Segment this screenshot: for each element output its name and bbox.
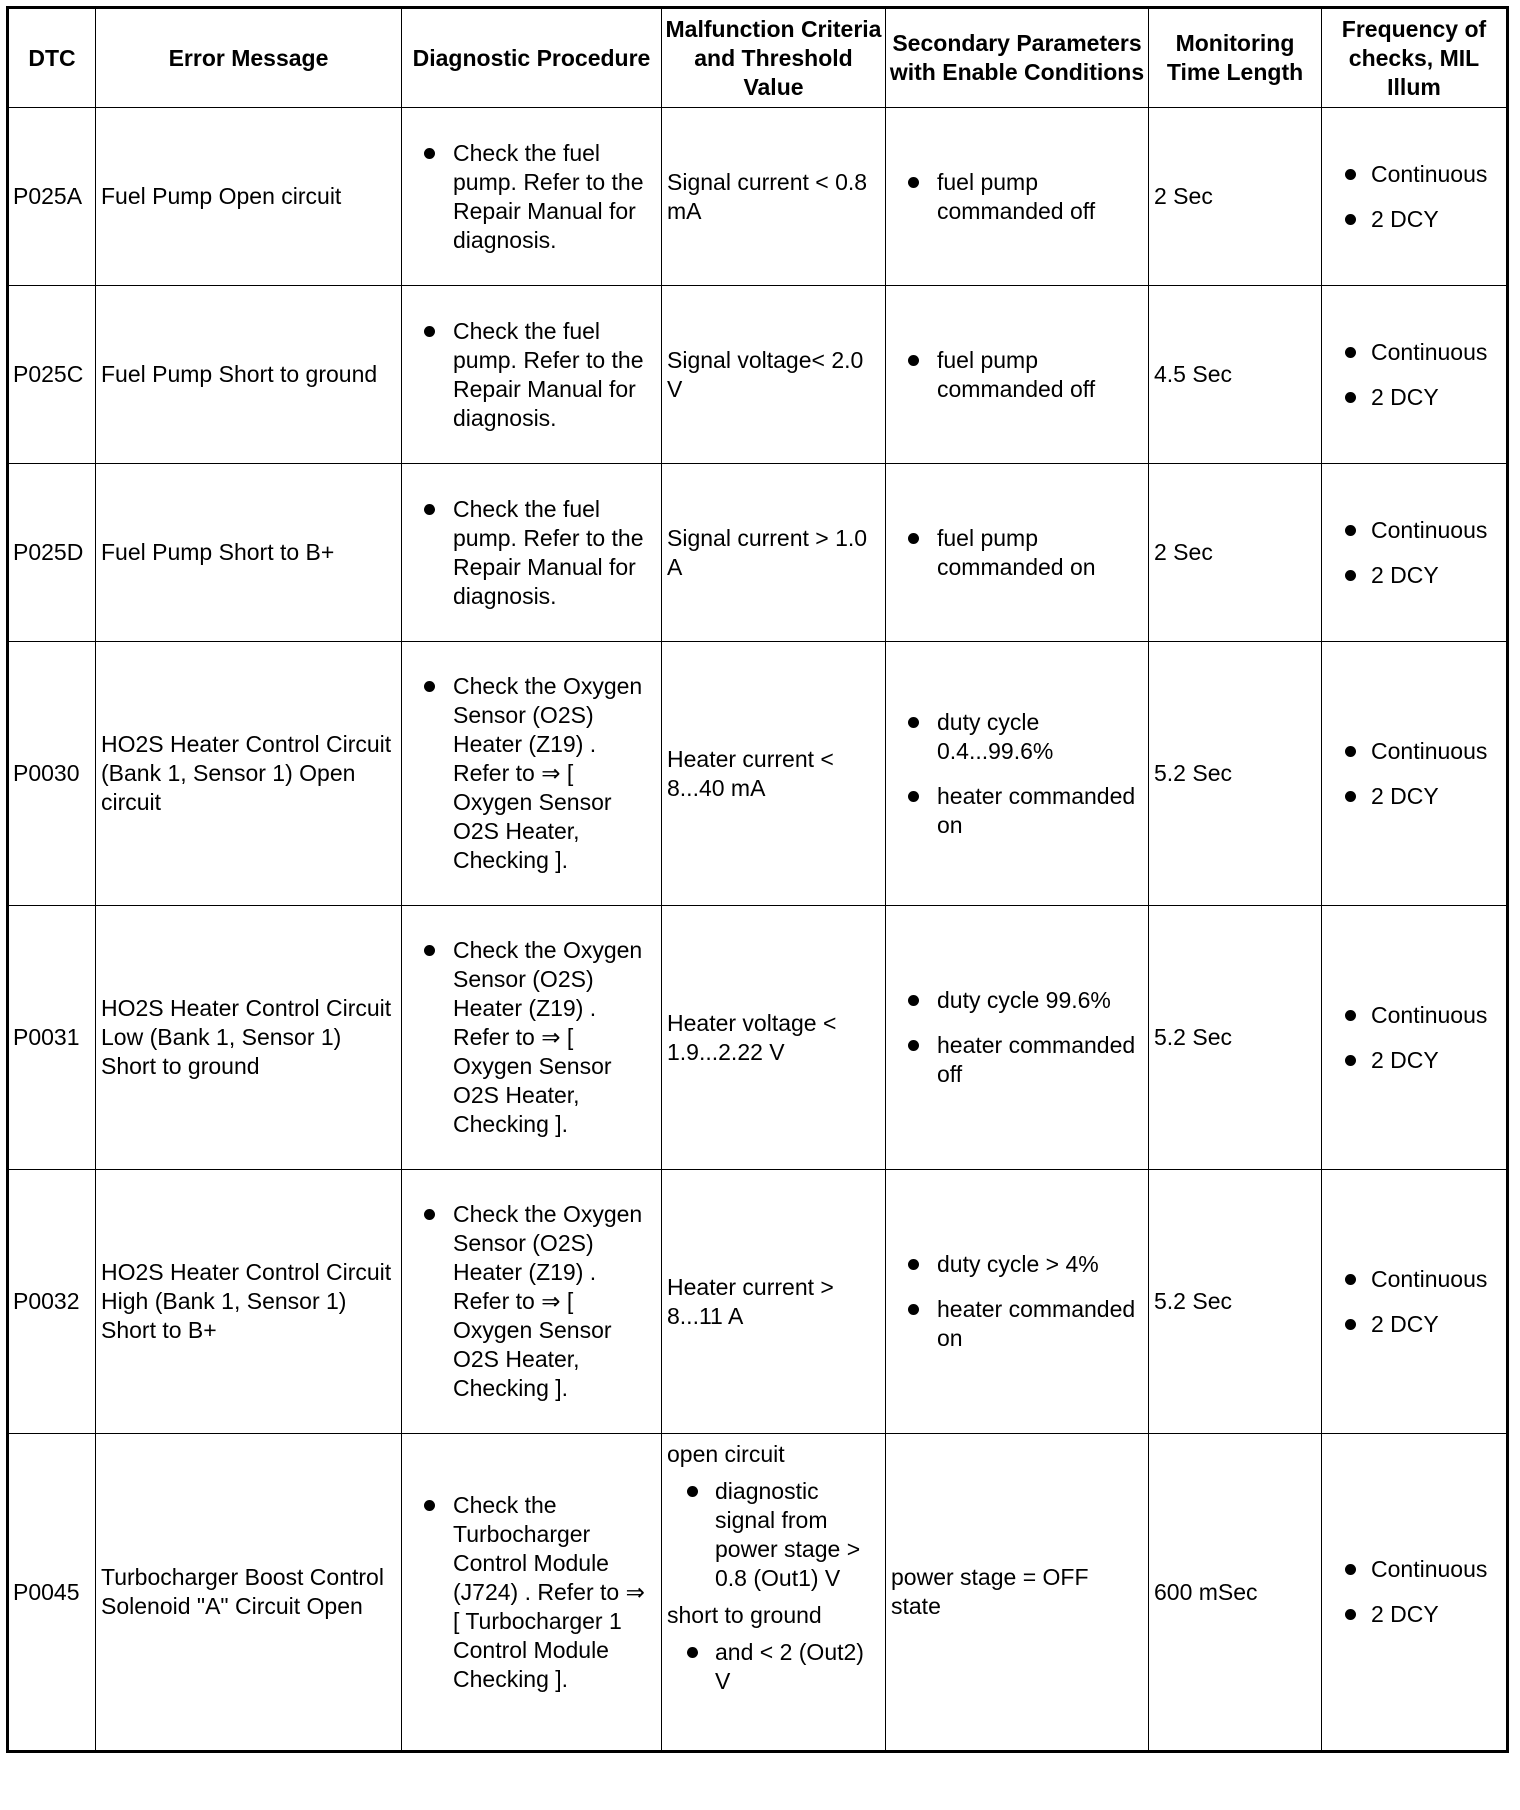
frequency-item: Continuous [1327, 516, 1501, 545]
frequency-item: 2 DCY [1327, 383, 1501, 412]
secondary-item: duty cycle 99.6% [891, 986, 1143, 1015]
malfunction-item: and < 2 (Out2) V [667, 1638, 880, 1696]
frequency [1322, 1434, 1508, 1752]
frequency-item: 2 DCY [1327, 782, 1501, 811]
secondary-item: duty cycle > 4% [891, 1250, 1143, 1279]
diagnostic-procedure [402, 642, 662, 906]
error-message: Fuel Pump Short to ground [96, 286, 402, 464]
diagnostic-procedure [402, 906, 662, 1170]
frequency [1322, 286, 1508, 464]
malfunction-criteria [662, 1434, 886, 1752]
secondary-item: fuel pump commanded off [891, 346, 1143, 404]
frequency [1322, 108, 1508, 286]
frequency-item: Continuous [1327, 338, 1501, 367]
frequency-item: Continuous [1327, 1265, 1501, 1294]
dtc-code: P0045 [8, 1434, 96, 1752]
frequency-item: 2 DCY [1327, 1046, 1501, 1075]
secondary-item: heater commanded on [891, 782, 1143, 840]
malfunction-criteria: Heater current < 8...40 mA [662, 642, 886, 906]
error-message: HO2S Heater Control Circuit High (Bank 1, Sensor 1) Short to B+ [96, 1170, 402, 1434]
malfunction-criteria: Signal current > 1.0 A [662, 464, 886, 642]
diagnostic-procedure [402, 464, 662, 642]
frequency [1322, 642, 1508, 906]
frequency [1322, 906, 1508, 1170]
frequency-item: Continuous [1327, 160, 1501, 189]
table-row [8, 1434, 1508, 1752]
frequency-item: 2 DCY [1327, 1600, 1501, 1629]
secondary-parameters [886, 642, 1149, 906]
dtc-code: P025C [8, 286, 96, 464]
secondary-item: heater commanded off [891, 1031, 1143, 1089]
dtc-code: P0031 [8, 906, 96, 1170]
secondary-item: fuel pump commanded on [891, 524, 1143, 582]
monitoring-time: 4.5 Sec [1149, 286, 1322, 464]
secondary-parameters [886, 464, 1149, 642]
procedure-text: Check the fuel pump. Refer to the Repair Manual for diagnosis. [407, 139, 656, 255]
malfunction-label: short to ground [667, 1602, 822, 1628]
malfunction-label: open circuit [667, 1441, 785, 1467]
diagnostic-procedure [402, 286, 662, 464]
monitoring-time: 5.2 Sec [1149, 642, 1322, 906]
dtc-table [6, 6, 1509, 1753]
header-error-message: Error Message [96, 8, 402, 108]
table-row [8, 906, 1508, 1170]
error-message: HO2S Heater Control Circuit Low (Bank 1, Sensor 1) Short to ground [96, 906, 402, 1170]
frequency-item: Continuous [1327, 1555, 1501, 1584]
malfunction-item: diagnostic signal from power stage > 0.8 (Out1) V [667, 1477, 880, 1593]
procedure-text: Check the Oxygen Sensor (O2S) Heater (Z19) . Refer to ⇒ [ Oxygen Sensor O2S Heater, Checking ]. [407, 936, 656, 1139]
frequency-item: 2 DCY [1327, 1310, 1501, 1339]
header-diagnostic-procedure: Diagnostic Procedure [402, 8, 662, 108]
error-message: Fuel Pump Short to B+ [96, 464, 402, 642]
secondary-parameters [886, 286, 1149, 464]
table-row [8, 642, 1508, 906]
dtc-code: P025D [8, 464, 96, 642]
table-row [8, 1170, 1508, 1434]
secondary-item: heater commanded on [891, 1295, 1143, 1353]
malfunction-criteria: Heater current > 8...11 A [662, 1170, 886, 1434]
procedure-text: Check the fuel pump. Refer to the Repair Manual for diagnosis. [407, 317, 656, 433]
monitoring-time: 5.2 Sec [1149, 1170, 1322, 1434]
procedure-text: Check the fuel pump. Refer to the Repair Manual for diagnosis. [407, 495, 656, 611]
error-message: HO2S Heater Control Circuit (Bank 1, Sensor 1) Open circuit [96, 642, 402, 906]
table-row [8, 108, 1508, 286]
table-row [8, 464, 1508, 642]
header-malfunction-criteria: Malfunction Criteria and Threshold Value [662, 8, 886, 108]
secondary-parameters: power stage = OFF state [886, 1434, 1149, 1752]
secondary-item: fuel pump commanded off [891, 168, 1143, 226]
error-message: Fuel Pump Open circuit [96, 108, 402, 286]
header-row [8, 8, 1508, 108]
header-frequency: Frequency of checks, MIL Illum [1322, 8, 1508, 108]
secondary-parameters [886, 906, 1149, 1170]
malfunction-criteria: Heater voltage < 1.9...2.22 V [662, 906, 886, 1170]
monitoring-time: 5.2 Sec [1149, 906, 1322, 1170]
dtc-code: P025A [8, 108, 96, 286]
secondary-parameters [886, 1170, 1149, 1434]
error-message: Turbocharger Boost Control Solenoid "A" Circuit Open [96, 1434, 402, 1752]
malfunction-criteria: Signal current < 0.8 mA [662, 108, 886, 286]
dtc-code: P0032 [8, 1170, 96, 1434]
header-secondary-parameters: Secondary Parameters with Enable Conditions [886, 8, 1149, 108]
procedure-text: Check the Oxygen Sensor (O2S) Heater (Z19) . Refer to ⇒ [ Oxygen Sensor O2S Heater, Checking ]. [407, 672, 656, 875]
malfunction-criteria: Signal voltage< 2.0 V [662, 286, 886, 464]
secondary-parameters [886, 108, 1149, 286]
frequency-item: 2 DCY [1327, 561, 1501, 590]
header-dtc: DTC [8, 8, 96, 108]
secondary-item: duty cycle 0.4...99.6% [891, 708, 1143, 766]
procedure-text: Check the Oxygen Sensor (O2S) Heater (Z19) . Refer to ⇒ [ Oxygen Sensor O2S Heater, Checking ]. [407, 1200, 656, 1403]
monitoring-time: 2 Sec [1149, 464, 1322, 642]
dtc-code: P0030 [8, 642, 96, 906]
diagnostic-procedure [402, 1170, 662, 1434]
frequency [1322, 464, 1508, 642]
frequency-item: 2 DCY [1327, 205, 1501, 234]
diagnostic-procedure [402, 108, 662, 286]
table-row [8, 286, 1508, 464]
diagnostic-procedure [402, 1434, 662, 1752]
frequency [1322, 1170, 1508, 1434]
procedure-text: Check the Turbocharger Control Module (J724) . Refer to ⇒ [ Turbocharger 1 Control Module Checking ]. [407, 1491, 656, 1694]
monitoring-time: 2 Sec [1149, 108, 1322, 286]
header-monitoring-time: Monitoring Time Length [1149, 8, 1322, 108]
frequency-item: Continuous [1327, 1001, 1501, 1030]
monitoring-time: 600 mSec [1149, 1434, 1322, 1752]
frequency-item: Continuous [1327, 737, 1501, 766]
